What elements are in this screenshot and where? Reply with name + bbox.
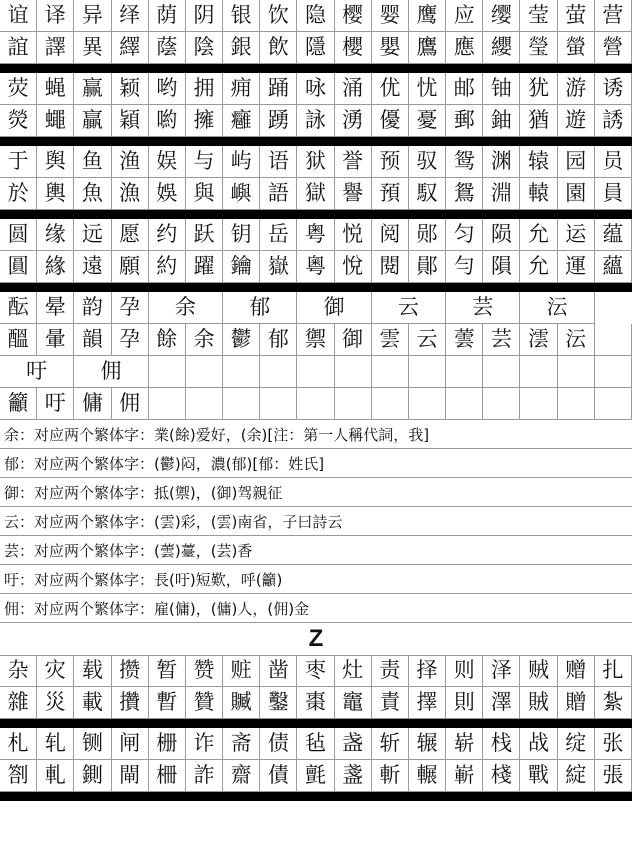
char-cell: 员 xyxy=(595,146,632,178)
char-cell: 债 xyxy=(260,728,297,760)
char-cell: 贼 xyxy=(520,655,557,687)
char-cell: 芸 xyxy=(483,324,520,356)
char-cell: 悅 xyxy=(335,251,372,283)
char-cell: 隕 xyxy=(483,251,520,283)
char-cell: 預 xyxy=(372,178,409,210)
char-cell: 傭 xyxy=(74,388,111,420)
char-cell xyxy=(558,388,595,420)
char-cell: 粵 xyxy=(297,251,334,283)
char-cell: 樱 xyxy=(335,0,372,32)
char-cell-merged xyxy=(446,356,483,388)
char-cell: 鸳 xyxy=(446,146,483,178)
char-cell: 竈 xyxy=(335,687,372,719)
char-cell: 阴 xyxy=(186,0,223,32)
char-cell: 哟 xyxy=(149,73,186,105)
char-cell: 郧 xyxy=(409,219,446,251)
char-cell: 萤 xyxy=(558,0,595,32)
char-cell: 郁 xyxy=(260,324,297,356)
char-cell: 允 xyxy=(520,219,557,251)
char-cell: 螢 xyxy=(558,32,595,64)
char-cell: 屿 xyxy=(223,146,260,178)
char-cell: 斬 xyxy=(372,760,409,792)
char-cell: 嶄 xyxy=(446,760,483,792)
char-cell-merged: 沄 xyxy=(520,292,594,324)
char-cell: 誘 xyxy=(595,105,632,137)
char-cell: 劄 xyxy=(0,760,37,792)
char-cell: 御 xyxy=(335,324,372,356)
char-cell: 韻 xyxy=(74,324,111,356)
char-cell-merged xyxy=(483,356,520,388)
char-cell: 誼 xyxy=(0,32,37,64)
char-cell: 载 xyxy=(74,655,111,687)
char-cell: 戰 xyxy=(520,760,557,792)
char-cell: 隐 xyxy=(297,0,334,32)
char-cell: 輿 xyxy=(37,178,74,210)
char-cell: 渊 xyxy=(483,146,520,178)
char-cell: 銀 xyxy=(223,32,260,64)
char-cell: 驭 xyxy=(409,146,446,178)
char-cell: 暂 xyxy=(149,655,186,687)
char-cell: 沄 xyxy=(558,324,595,356)
section-divider xyxy=(0,137,632,146)
char-cell: 棧 xyxy=(483,760,520,792)
char-cell: 邮 xyxy=(446,73,483,105)
char-cell: 遊 xyxy=(558,105,595,137)
char-cell: 鴛 xyxy=(446,178,483,210)
char-cell-merged xyxy=(260,356,297,388)
char-cell: 贏 xyxy=(74,105,111,137)
char-cell: 鱼 xyxy=(74,146,111,178)
char-cell: 译 xyxy=(37,0,74,32)
char-cell-merged: 余 xyxy=(149,292,223,324)
char-cell: 栅 xyxy=(149,728,186,760)
char-cell: 粤 xyxy=(297,219,334,251)
char-cell: 雜 xyxy=(0,687,37,719)
char-cell: 籲 xyxy=(0,388,37,420)
char-cell: 憂 xyxy=(409,105,446,137)
char-cell: 詠 xyxy=(297,105,334,137)
section-letter: Z xyxy=(0,623,632,656)
char-cell: 婴 xyxy=(372,0,409,32)
char-cell: 杂 xyxy=(0,655,37,687)
char-cell: 贈 xyxy=(558,687,595,719)
char-cell: 暈 xyxy=(37,324,74,356)
char-cell: 辗 xyxy=(409,728,446,760)
char-cell-merged: 佣 xyxy=(74,356,148,388)
char-cell: 赢 xyxy=(74,73,111,105)
char-cell: 营 xyxy=(595,0,632,32)
char-cell: 铡 xyxy=(74,728,111,760)
char-cell: 诈 xyxy=(186,728,223,760)
char-cell-merged xyxy=(409,356,446,388)
char-cell: 蕓 xyxy=(446,324,483,356)
char-cell: 湧 xyxy=(335,105,372,137)
char-cell: 辕 xyxy=(520,146,557,178)
char-cell: 绽 xyxy=(558,728,595,760)
char-cell: 雲 xyxy=(372,324,409,356)
char-cell: 圆 xyxy=(0,219,37,251)
char-cell xyxy=(595,324,632,356)
char-cell-merged xyxy=(372,356,409,388)
char-cell: 癰 xyxy=(223,105,260,137)
char-cell: 赞 xyxy=(186,655,223,687)
char-cell: 优 xyxy=(372,73,409,105)
char-cell: 暫 xyxy=(149,687,186,719)
char-cell: 盏 xyxy=(335,728,372,760)
char-cell: 扎 xyxy=(595,655,632,687)
char-cell: 斩 xyxy=(372,728,409,760)
char-cell: 莹 xyxy=(520,0,557,32)
char-cell: 紮 xyxy=(595,687,632,719)
char-cell-merged: 云 xyxy=(372,292,446,324)
char-cell: 隱 xyxy=(297,32,334,64)
char-cell: 园 xyxy=(558,146,595,178)
char-cell: 優 xyxy=(372,105,409,137)
char-cell-merged xyxy=(223,356,260,388)
char-cell: 蕴 xyxy=(595,219,632,251)
char-cell: 猶 xyxy=(520,105,557,137)
char-cell: 毡 xyxy=(297,728,334,760)
char-cell: 于 xyxy=(0,146,37,178)
char-cell-merged xyxy=(335,356,372,388)
section-divider xyxy=(0,792,632,801)
char-cell: 齋 xyxy=(223,760,260,792)
char-cell: 應 xyxy=(446,32,483,64)
section-divider xyxy=(0,210,632,219)
char-cell: 則 xyxy=(446,687,483,719)
char-cell: 涌 xyxy=(335,73,372,105)
char-cell: 岳 xyxy=(260,219,297,251)
char-cell: 愿 xyxy=(112,219,149,251)
char-cell: 瑩 xyxy=(520,32,557,64)
char-cell: 吁 xyxy=(37,388,74,420)
char-cell-merged: 韵 xyxy=(74,292,111,324)
char-cell-merged xyxy=(297,356,334,388)
char-cell: 赃 xyxy=(223,655,260,687)
char-cell xyxy=(335,388,372,420)
char-cell: 战 xyxy=(520,728,557,760)
char-cell: 责 xyxy=(372,655,409,687)
char-cell: 栈 xyxy=(483,728,520,760)
char-cell: 棗 xyxy=(297,687,334,719)
char-cell: 鄖 xyxy=(409,251,446,283)
char-cell-merged xyxy=(186,356,223,388)
char-cell: 娛 xyxy=(149,178,186,210)
usage-note: 余：对应两个繁体字：業(餘)爱好，(余)[注：第一人稱代詞，我] xyxy=(0,420,632,449)
char-cell-merged: 郁 xyxy=(223,292,297,324)
char-cell: 願 xyxy=(112,251,149,283)
char-cell: 譯 xyxy=(37,32,74,64)
char-cell: 绎 xyxy=(112,0,149,32)
char-cell: 軋 xyxy=(37,760,74,792)
char-cell: 鑰 xyxy=(223,251,260,283)
char-cell xyxy=(595,388,632,420)
char-cell: 狱 xyxy=(297,146,334,178)
char-cell: 泽 xyxy=(483,655,520,687)
char-cell: 应 xyxy=(446,0,483,32)
char-cell: 轅 xyxy=(520,178,557,210)
char-cell: 輾 xyxy=(409,760,446,792)
char-cell-merged xyxy=(558,356,595,388)
char-cell: 於 xyxy=(0,178,37,210)
usage-note: 云：对应两个繁体字：(雲)彩，(雲)南省，子曰詩云 xyxy=(0,507,632,536)
char-cell: 钥 xyxy=(223,219,260,251)
char-cell: 凿 xyxy=(260,655,297,687)
char-cell: 營 xyxy=(595,32,632,64)
char-cell: 蔭 xyxy=(149,32,186,64)
char-cell: 責 xyxy=(372,687,409,719)
char-cell: 鍘 xyxy=(74,760,111,792)
char-cell: 陨 xyxy=(483,219,520,251)
char-cell: 勻 xyxy=(446,251,483,283)
char-cell-merged: 芸 xyxy=(446,292,520,324)
char-cell: 獄 xyxy=(297,178,334,210)
char-cell: 语 xyxy=(260,146,297,178)
char-cell: 攢 xyxy=(112,687,149,719)
char-cell xyxy=(297,388,334,420)
char-cell: 漁 xyxy=(112,178,149,210)
char-cell: 灶 xyxy=(335,655,372,687)
char-cell: 运 xyxy=(558,219,595,251)
char-cell xyxy=(186,388,223,420)
char-cell: 債 xyxy=(260,760,297,792)
char-cell: 熒 xyxy=(0,105,37,137)
char-cell: 魚 xyxy=(74,178,111,210)
char-cell: 遠 xyxy=(74,251,111,283)
char-cell: 盞 xyxy=(335,760,372,792)
char-cell: 嬰 xyxy=(372,32,409,64)
char-cell: 禦 xyxy=(297,324,334,356)
char-cell: 醞 xyxy=(0,324,37,356)
char-cell: 淵 xyxy=(483,178,520,210)
char-cell-merged xyxy=(520,356,557,388)
char-cell: 擁 xyxy=(186,105,223,137)
char-cell: 娱 xyxy=(149,146,186,178)
char-cell: 痈 xyxy=(223,73,260,105)
char-cell: 綻 xyxy=(558,760,595,792)
char-cell: 踊 xyxy=(260,73,297,105)
char-cell-merged: 御 xyxy=(297,292,371,324)
char-cell: 斋 xyxy=(223,728,260,760)
char-cell: 札 xyxy=(0,728,37,760)
char-cell: 轧 xyxy=(37,728,74,760)
char-cell: 譽 xyxy=(335,178,372,210)
char-cell-merged: 孕 xyxy=(112,292,149,324)
char-cell: 鈾 xyxy=(483,105,520,137)
section-divider xyxy=(0,283,632,292)
char-cell: 犹 xyxy=(520,73,557,105)
char-cell: 灾 xyxy=(37,655,74,687)
char-cell: 蘊 xyxy=(595,251,632,283)
char-cell xyxy=(372,388,409,420)
char-cell xyxy=(409,388,446,420)
char-cell-merged: 晕 xyxy=(37,292,74,324)
char-cell: 纓 xyxy=(483,32,520,64)
char-cell: 異 xyxy=(74,32,111,64)
char-cell: 与 xyxy=(186,146,223,178)
char-cell: 异 xyxy=(74,0,111,32)
char-cell: 诱 xyxy=(595,73,632,105)
char-cell: 載 xyxy=(74,687,111,719)
char-cell: 約 xyxy=(149,251,186,283)
char-cell: 員 xyxy=(595,178,632,210)
char-cell: 铀 xyxy=(483,73,520,105)
char-cell: 银 xyxy=(223,0,260,32)
char-cell: 詐 xyxy=(186,760,223,792)
char-cell: 允 xyxy=(520,251,557,283)
char-cell: 云 xyxy=(409,324,446,356)
char-cell: 荫 xyxy=(149,0,186,32)
char-cell: 余 xyxy=(186,324,223,356)
char-cell xyxy=(446,388,483,420)
usage-note: 芸：对应两个繁体字：(蕓)薹，(芸)香 xyxy=(0,536,632,565)
usage-note: 郁：对应两个繁体字：(鬱)闷，濃(郁)[郁：姓氏] xyxy=(0,449,632,478)
char-cell: 忧 xyxy=(409,73,446,105)
char-cell: 攒 xyxy=(112,655,149,687)
char-cell: 张 xyxy=(595,728,632,760)
char-cell: 远 xyxy=(74,219,111,251)
char-cell: 擇 xyxy=(409,687,446,719)
char-cell-merged: 吁 xyxy=(0,356,74,388)
char-cell: 澐 xyxy=(520,324,557,356)
char-cell: 郵 xyxy=(446,105,483,137)
char-cell: 赠 xyxy=(558,655,595,687)
char-cell: 荧 xyxy=(0,73,37,105)
char-cell: 崭 xyxy=(446,728,483,760)
char-cell xyxy=(483,388,520,420)
usage-note: 御：对应两个繁体字：抵(禦)，(御)驾親征 xyxy=(0,478,632,507)
char-cell: 緣 xyxy=(37,251,74,283)
char-cell: 颖 xyxy=(112,73,149,105)
char-cell: 災 xyxy=(37,687,74,719)
char-cell: 澤 xyxy=(483,687,520,719)
char-cell: 蠅 xyxy=(37,105,74,137)
usage-note: 佣：对应两个繁体字：雇(傭)，(傭)人，(佣)金 xyxy=(0,594,632,623)
char-cell: 張 xyxy=(595,760,632,792)
char-cell: 與 xyxy=(186,178,223,210)
char-cell xyxy=(149,388,186,420)
char-cell: 閱 xyxy=(372,251,409,283)
char-cell: 阅 xyxy=(372,219,409,251)
char-cell xyxy=(223,388,260,420)
char-cell: 餘 xyxy=(149,324,186,356)
section-divider xyxy=(0,719,632,728)
char-cell: 悦 xyxy=(335,219,372,251)
char-cell: 嶼 xyxy=(223,178,260,210)
char-cell: 賊 xyxy=(520,687,557,719)
char-cell: 鷹 xyxy=(409,32,446,64)
char-cell: 缨 xyxy=(483,0,520,32)
char-cell xyxy=(520,388,557,420)
char-cell: 鬱 xyxy=(223,324,260,356)
char-cell: 誉 xyxy=(335,146,372,178)
usage-note: 吁：对应两个繁体字：長(吁)短歎，呼(籲) xyxy=(0,565,632,594)
char-cell: 櫻 xyxy=(335,32,372,64)
char-cell: 闸 xyxy=(112,728,149,760)
char-cell: 園 xyxy=(558,178,595,210)
char-cell-merged xyxy=(149,356,186,388)
char-cell: 語 xyxy=(260,178,297,210)
char-cell: 氈 xyxy=(297,760,334,792)
char-cell: 则 xyxy=(446,655,483,687)
char-cell: 择 xyxy=(409,655,446,687)
char-cell: 繹 xyxy=(112,32,149,64)
char-cell: 贓 xyxy=(223,687,260,719)
char-cell: 咏 xyxy=(297,73,334,105)
char-cell: 飲 xyxy=(260,32,297,64)
char-cell: 跃 xyxy=(186,219,223,251)
char-cell: 圓 xyxy=(0,251,37,283)
section-divider xyxy=(0,64,632,73)
char-cell: 约 xyxy=(149,219,186,251)
char-cell: 枣 xyxy=(297,655,334,687)
char-cell: 拥 xyxy=(186,73,223,105)
char-cell: 嶽 xyxy=(260,251,297,283)
char-cell: 渔 xyxy=(112,146,149,178)
char-cell: 馭 xyxy=(409,178,446,210)
char-cell-merged xyxy=(595,356,632,388)
char-cell: 预 xyxy=(372,146,409,178)
char-cell: 蝇 xyxy=(37,73,74,105)
char-cell: 饮 xyxy=(260,0,297,32)
char-cell: 躍 xyxy=(186,251,223,283)
char-cell: 缘 xyxy=(37,219,74,251)
char-cell xyxy=(260,388,297,420)
char-cell: 佣 xyxy=(112,388,149,420)
char-cell: 匀 xyxy=(446,219,483,251)
char-cell: 喲 xyxy=(149,105,186,137)
char-cell: 孕 xyxy=(112,324,149,356)
char-cell: 運 xyxy=(558,251,595,283)
char-cell: 陰 xyxy=(186,32,223,64)
char-cell: 贊 xyxy=(186,687,223,719)
char-cell-merged: 酝 xyxy=(0,292,37,324)
char-cell: 谊 xyxy=(0,0,37,32)
char-cell: 鹰 xyxy=(409,0,446,32)
char-cell: 游 xyxy=(558,73,595,105)
char-cell: 鑿 xyxy=(260,687,297,719)
char-cell: 踴 xyxy=(260,105,297,137)
char-cell: 舆 xyxy=(37,146,74,178)
char-cell: 閘 xyxy=(112,760,149,792)
char-cell: 柵 xyxy=(149,760,186,792)
char-cell: 穎 xyxy=(112,105,149,137)
